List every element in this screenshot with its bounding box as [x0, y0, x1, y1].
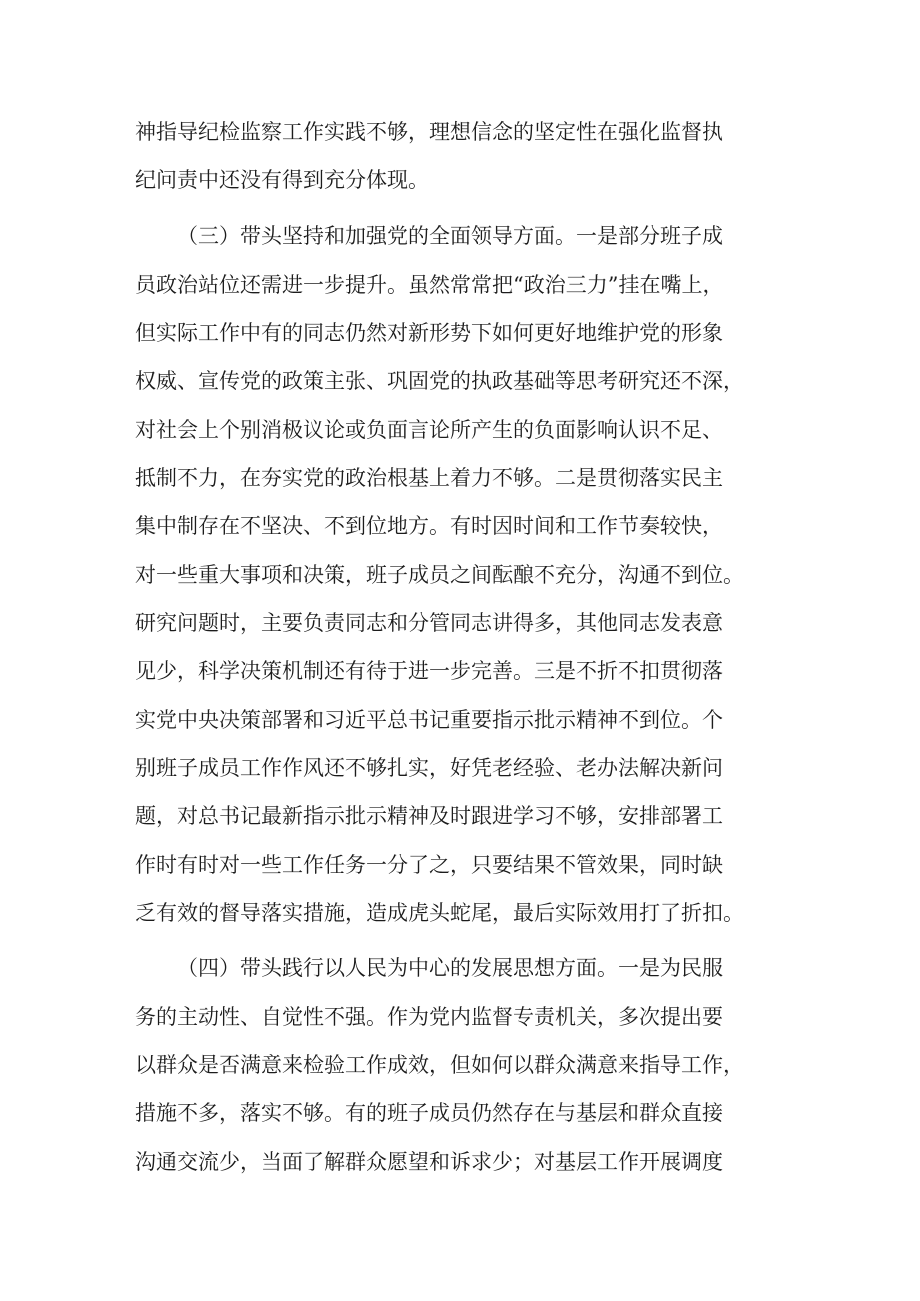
text-line: 但实际工作中有的同志仍然对新形势下如何更好地维护党的形象	[135, 321, 723, 345]
paragraph-heading-4: （四）带头践行以人民为中心的发展思想方面。一是为民服	[177, 956, 723, 980]
text-line: 别班子成员工作作风还不够扎实，好凭老经验、老办法解决新问	[135, 756, 723, 780]
text-line: 乏有效的督导落实措施，造成虎头蛇尾，最后实际效用打了折扣。	[135, 901, 744, 925]
text-line: 研究问题时，主要负责同志和分管同志讲得多，其他同志发表意	[135, 611, 723, 635]
text-line: 沟通交流少，当面了解群众愿望和诉求少；对基层工作开展调度	[135, 1150, 723, 1174]
text-line: 对一些重大事项和决策，班子成员之间酝酿不充分，沟通不到位。	[135, 563, 744, 587]
text-line: 实党中央决策部署和习近平总书记重要指示批示精神不到位。个	[135, 708, 723, 732]
text-line: 务的主动性、自觉性不强。作为党内监督专责机关，多次提出要	[135, 1005, 723, 1029]
text-line: 题，对总书记最新指示批示精神及时跟进学习不够，安排部署工	[135, 804, 723, 828]
text-line: 集中制存在不坚决、不到位地方。有时因时间和工作节奏较快，	[135, 514, 723, 538]
text-line: 作时有时对一些工作任务一分了之，只要结果不管效果，同时缺	[135, 853, 723, 877]
text-line: 措施不多，落实不够。有的班子成员仍然存在与基层和群众直接	[135, 1101, 723, 1125]
text-line: 神指导纪检监察工作实践不够，理想信念的坚定性在强化监督执	[135, 120, 723, 144]
text-line: 以群众是否满意来检验工作成效，但如何以群众满意来指导工作，	[135, 1053, 744, 1077]
text-line: 抵制不力，在夯实党的政治根基上着力不够。二是贯彻落实民主	[135, 466, 723, 490]
text-line: 对社会上个别消极议论或负面言论所产生的负面影响认识不足、	[135, 418, 723, 442]
text-line: 见少，科学决策机制还有待于进一步完善。三是不折不扣贯彻落	[135, 659, 723, 683]
text-line: 权威、宣传党的政策主张、巩固党的执政基础等思考研究还不深，	[135, 369, 744, 393]
text-line: 员政治站位还需进一步提升。虽然常常把“政治三力”挂在嘴上，	[135, 273, 724, 297]
text-line: 纪问责中还没有得到充分体现。	[135, 168, 429, 192]
paragraph-heading-3: （三）带头坚持和加强党的全面领导方面。一是部分班子成	[177, 224, 723, 248]
